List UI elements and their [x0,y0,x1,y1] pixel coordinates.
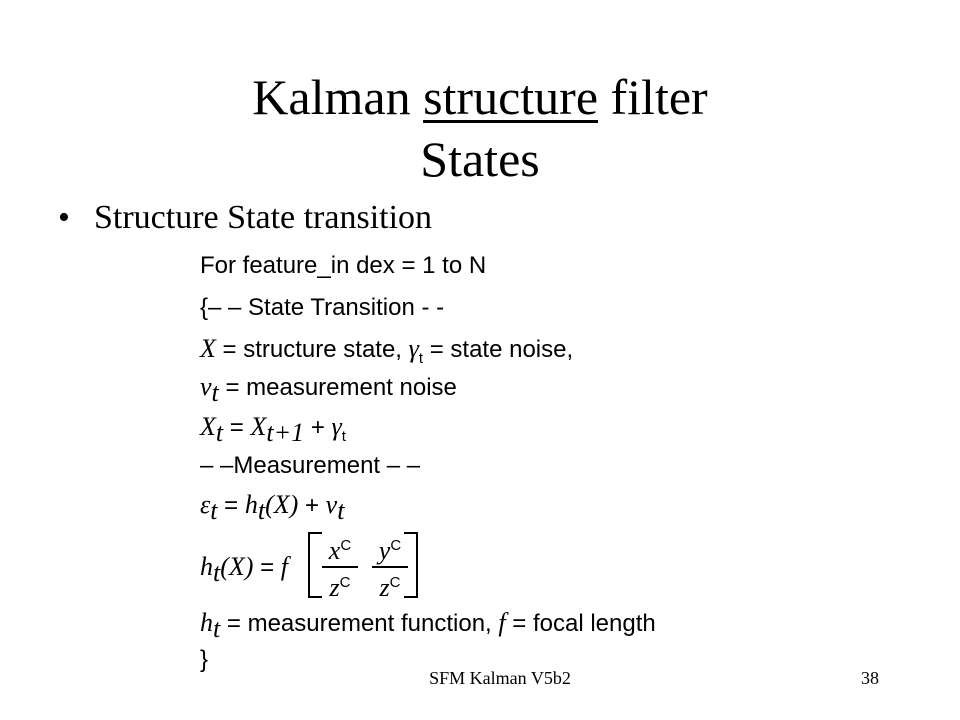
eq-line-projection [200,532,430,602]
title-prefix: Kalman [252,69,424,125]
slide-title-line1 [0,66,960,128]
eq-line-measurement-noise: $v_t$ = measurement noise [200,372,457,407]
right-bracket [404,532,418,598]
title-suffix: filter [598,69,708,125]
left-bracket [308,532,322,598]
eq-line-close-brace: } [200,646,209,673]
fraction-x-over-z: $\frac{x^C}{z^C}$ [322,532,358,604]
title-underlined-word: structure [423,69,599,125]
bullet-item [58,196,432,240]
page-number: 38 [861,668,879,688]
eq-line-loop: For feature_in dex = 1 to N [200,252,487,279]
eq-line-measurement: $\varepsilon_t = h_t(X) + v_t$ [200,490,345,525]
footer-title: SFM Kalman V5b2 [429,668,571,688]
bullet-icon: • [58,199,70,236]
eq-line-measurement-header: – –Measurement – – [200,452,421,479]
eq-line-state-update: $X_t = X_{t+1} + \gamma_t$ [200,412,346,447]
bullet-text: Structure State transition [94,199,433,236]
fraction-y-over-z: $\frac{y^C}{z^C}$ [372,532,408,604]
slide-title-line2: States [420,131,540,187]
slide-title [0,66,960,190]
eq-line-function-def: $h_t$ = measurement function, f = focal length [200,608,656,643]
projection-lhs: $h_t(X) = f$ [200,552,289,587]
eq-line-state-transition: {– – State Transition - - [200,294,445,321]
eq-line-definitions: X = structure state, $\gamma_t$ = state noise, [200,334,574,367]
